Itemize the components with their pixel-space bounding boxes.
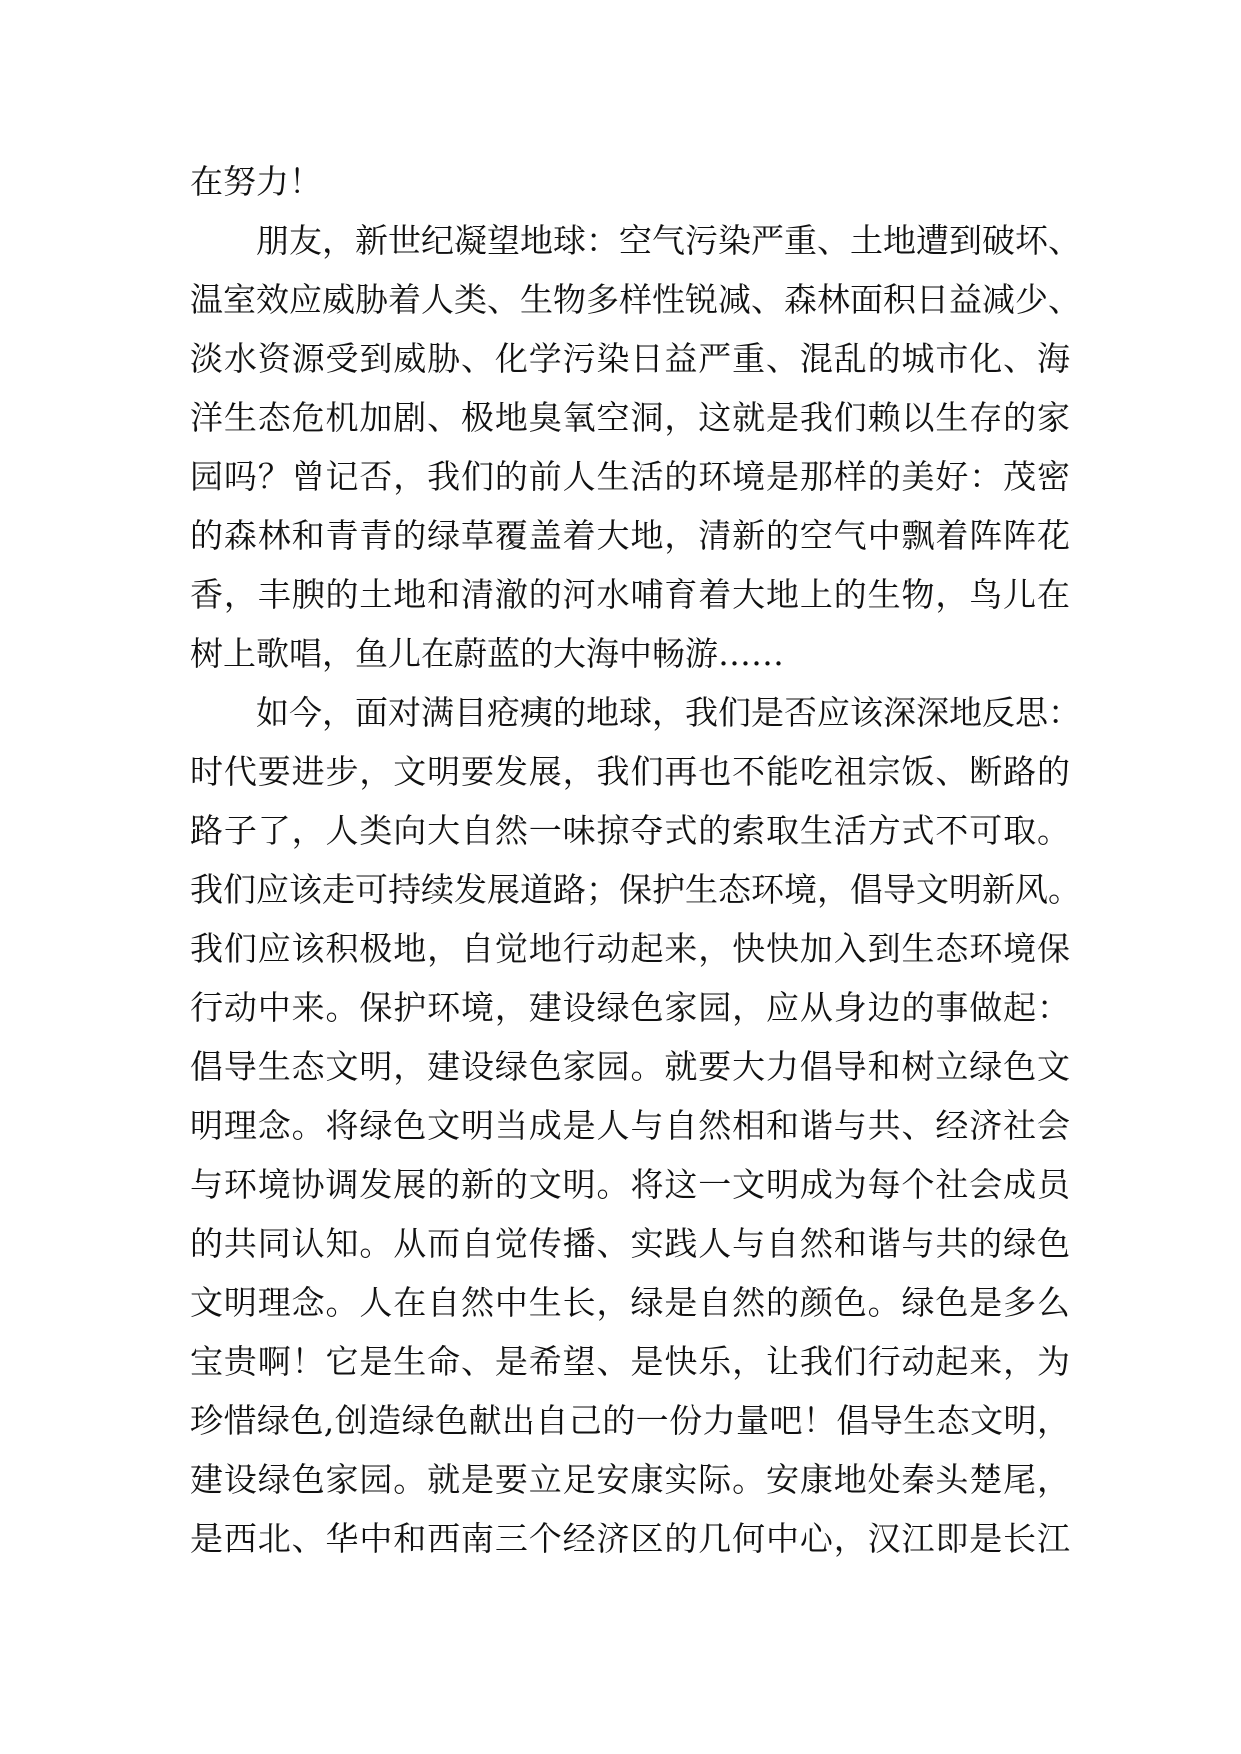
text-line: 是西北、华中和西南三个经济区的几何中心，汉江即是长江 xyxy=(190,1519,1070,1558)
text-line: 我们应该积极地，自觉地行动起来，快快加入到生态环境保 xyxy=(190,929,1070,968)
paragraph-start-line: 如今，面对满目疮痍的地球，我们是否应该深深地反思： xyxy=(256,693,1081,732)
text-line: 香，丰腴的土地和清澈的河水哺育着大地上的生物，鸟儿在 xyxy=(190,575,1070,614)
text-line: 的共同认知。从而自觉传播、实践人与自然和谐与共的绿色 xyxy=(190,1224,1070,1263)
text-line: 行动中来。保护环境，建设绿色家园，应从身边的事做起： xyxy=(190,988,1070,1027)
text-line: 文明理念。人在自然中生长，绿是自然的颜色。绿色是多么 xyxy=(190,1283,1070,1322)
text-line: 园吗？曾记否，我们的前人生活的环境是那样的美好：茂密 xyxy=(190,457,1070,496)
text-line: 建设绿色家园。就是要立足安康实际。安康地处秦头楚尾， xyxy=(190,1460,1070,1499)
text-line: 温室效应威胁着人类、生物多样性锐减、森林面积日益减少、 xyxy=(190,280,1081,319)
text-line: 路子了，人类向大自然一味掠夺式的索取生活方式不可取。 xyxy=(190,811,1070,850)
text-line: 宝贵啊！它是生命、是希望、是快乐，让我们行动起来，为 xyxy=(190,1342,1070,1381)
text-line: 珍惜绿色,创造绿色献出自己的一份力量吧！倡导生态文明， xyxy=(190,1401,1070,1440)
text-line: 的森林和青青的绿草覆盖着大地，清新的空气中飘着阵阵花 xyxy=(190,516,1070,555)
text-line: 倡导生态文明，建设绿色家园。就要大力倡导和树立绿色文 xyxy=(190,1047,1070,1086)
text-line: 树上歌唱，鱼儿在蔚蓝的大海中畅游…… xyxy=(190,634,784,673)
paragraph-start-line: 朋友，新世纪凝望地球：空气污染严重、土地遭到破坏、 xyxy=(256,221,1081,260)
text-line: 时代要进步，文明要发展，我们再也不能吃祖宗饭、断路的 xyxy=(190,752,1070,791)
text-line: 洋生态危机加剧、极地臭氧空洞，这就是我们赖以生存的家 xyxy=(190,398,1070,437)
body-text xyxy=(190,152,1081,1568)
text-line: 与环境协调发展的新的文明。将这一文明成为每个社会成员 xyxy=(190,1165,1070,1204)
text-line: 我们应该走可持续发展道路；保护生态环境，倡导文明新风。 xyxy=(190,870,1081,909)
text-line: 明理念。将绿色文明当成是人与自然相和谐与共、经济社会 xyxy=(190,1106,1070,1145)
text-line: 在努力！ xyxy=(190,162,322,201)
text-line: 淡水资源受到威胁、化学污染日益严重、混乱的城市化、海 xyxy=(190,339,1070,378)
